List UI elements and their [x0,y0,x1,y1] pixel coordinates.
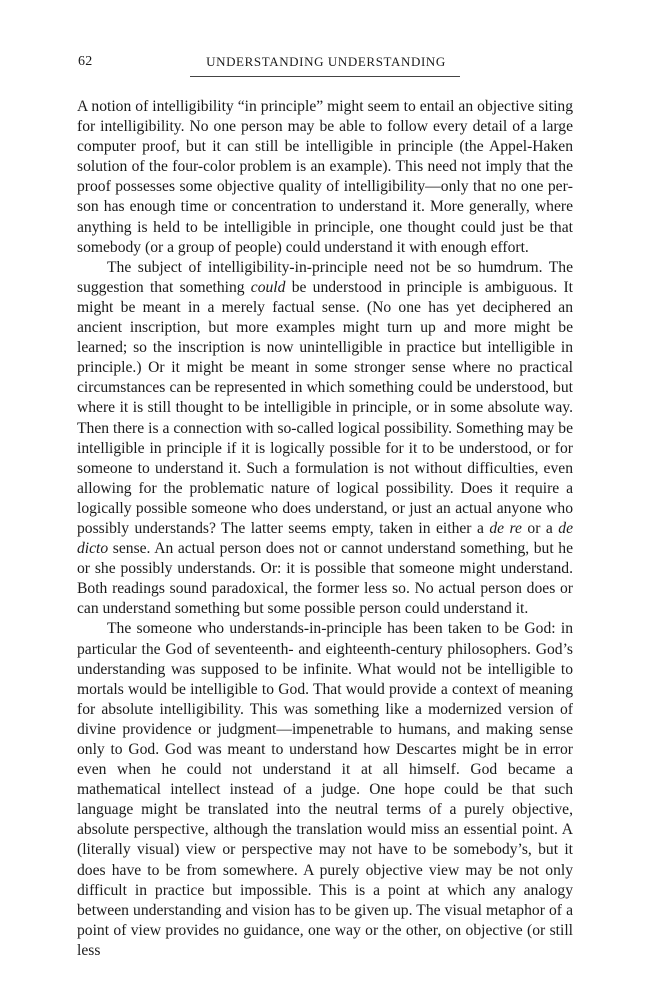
body-text [77,97,573,961]
paragraph-2 [77,258,573,620]
text-run: A notion of intelligibility “in principle” might seem to entail an objective siting for intelligibility. No one person may be able to follow every detail of a large computer proof, but it can still be intelligible in principle (the Appel-Haken solution of the four-color problem is an example). This need not imply that the proof possesses some objective quality of intelligibility—only that no one person has enough time or concentration to understand it. More generally, where anything is held to be intelligible in principle, one thought could just be that somebody (or a group of people) could understand it with enough effort. [77,98,573,256]
italic-text: de re [489,519,522,537]
page-number: 62 [78,54,93,69]
text-run: be understood in principle is ambiguous. It might be meant in a merely factual sense. (No one has yet deciphered an ancient inscription, but more examples might turn up and more might be learned; so the inscription is now unintelligible in practice but intelligible in principle.) Or it might be meant in some stronger sense where no practical circumstances can be represented in which something could be understood, but where it is still thought to be intelligible in principle, or in some absolute way. Then there is a connection with so-called logical possibility. Something may be intelligible in principle if it is logically possible for it to be understood, or for someone to understand it. Such a formulation is not without difficulties, even allowing for the problematic nature of logical possibility. Does it require a logically possible someone who does understand, or just an actual anyone who possibly understands? The latter seems empty, taken in either a [77,278,573,537]
paragraph-3 [77,619,573,961]
header-rule [190,76,460,77]
italic-text: could [250,278,286,296]
text-run: or a [521,519,559,537]
italic-text: de dicto [77,519,574,558]
page-header [78,54,574,76]
text-run: sense. An actual person does not or cannot understand something, but he or she possibly understands. Or: it is possible that someone might understand. Both readings sound paradoxical, the former less so. No actual person does or can understand something but some possible person could understand it. [77,540,573,618]
text-run: The someone who understands-in-principle has been taken to be God: in particular the God of seventeenth- and eighteenth-century philosophers. God’s understanding was supposed to be infinite. What would not be intelligible to mortals would be intelligible to God. That would provide a context of meaning for absolute intelligibility. This was something like a modernized version of divine providence or judgment—impenetrable to humans, and making sense only to God. God was meant to understand how Descartes might be in error even when he could not understand it at all himself. God became a mathematical intellect instead of a judge. One hope could be that such language might be translated into the neutral terms of a purely objective, absolute perspective, although the translation would miss an essential point. A (literally visual) view or perspective may not have to be somebody’s, but it does have to be from somewhere. A purely objective view may be not only difficult in practice but impossible. This is a point at which any analogy between understanding and vision has to be given up. The visual metaphor of a point of view provides no guidance, one way or the other, on objective (or still less [77,620,573,959]
paragraph-1 [77,97,573,258]
text-run: The subject of intelligibility-in-principle need not be so humdrum. The suggestion that something [77,258,573,296]
running-head: UNDERSTANDING UNDERSTANDING [206,54,446,69]
